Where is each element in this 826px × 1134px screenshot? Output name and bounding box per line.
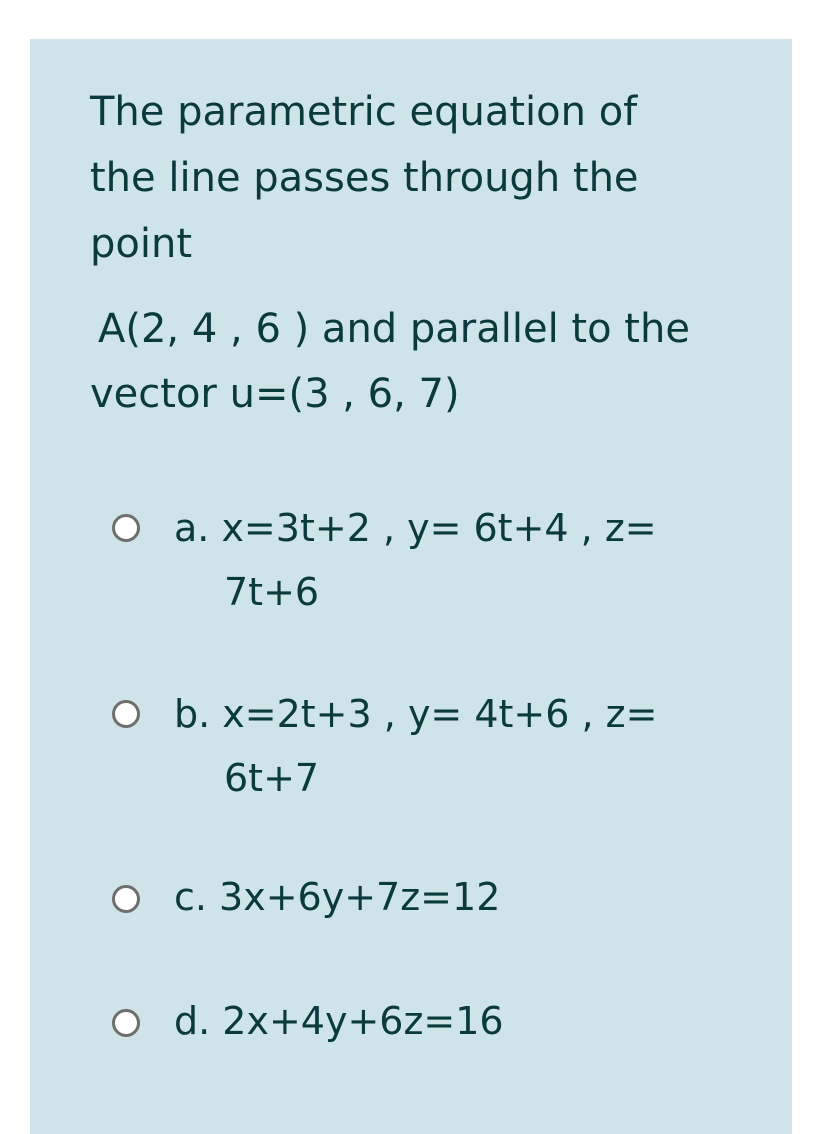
option-b-label-continued: 6t+7 <box>224 756 320 800</box>
option-b-label: b. x=2t+3 , y= 4t+6 , z= <box>174 692 658 736</box>
radio-button-d[interactable] <box>112 1009 140 1037</box>
option-a-label: a. x=3t+2 , y= 6t+4 , z= <box>174 506 657 550</box>
radio-button-a[interactable] <box>112 514 140 542</box>
option-a-label-continued: 7t+6 <box>224 570 320 614</box>
question-line: vector u=(3 , 6, 7) <box>90 371 460 417</box>
question-line: A(2, 4 , 6 ) and parallel to the <box>98 306 690 352</box>
radio-button-c[interactable] <box>112 885 140 913</box>
option-d-label: d. 2x+4y+6z=16 <box>174 999 504 1043</box>
question-line: The parametric equation of <box>90 89 638 135</box>
question-card <box>30 39 792 1134</box>
question-line: the line passes through the <box>90 155 639 201</box>
question-text <box>90 79 750 427</box>
radio-button-b[interactable] <box>112 700 140 728</box>
option-c-label: c. 3x+6y+7z=12 <box>174 875 501 919</box>
question-line: point <box>90 221 193 267</box>
